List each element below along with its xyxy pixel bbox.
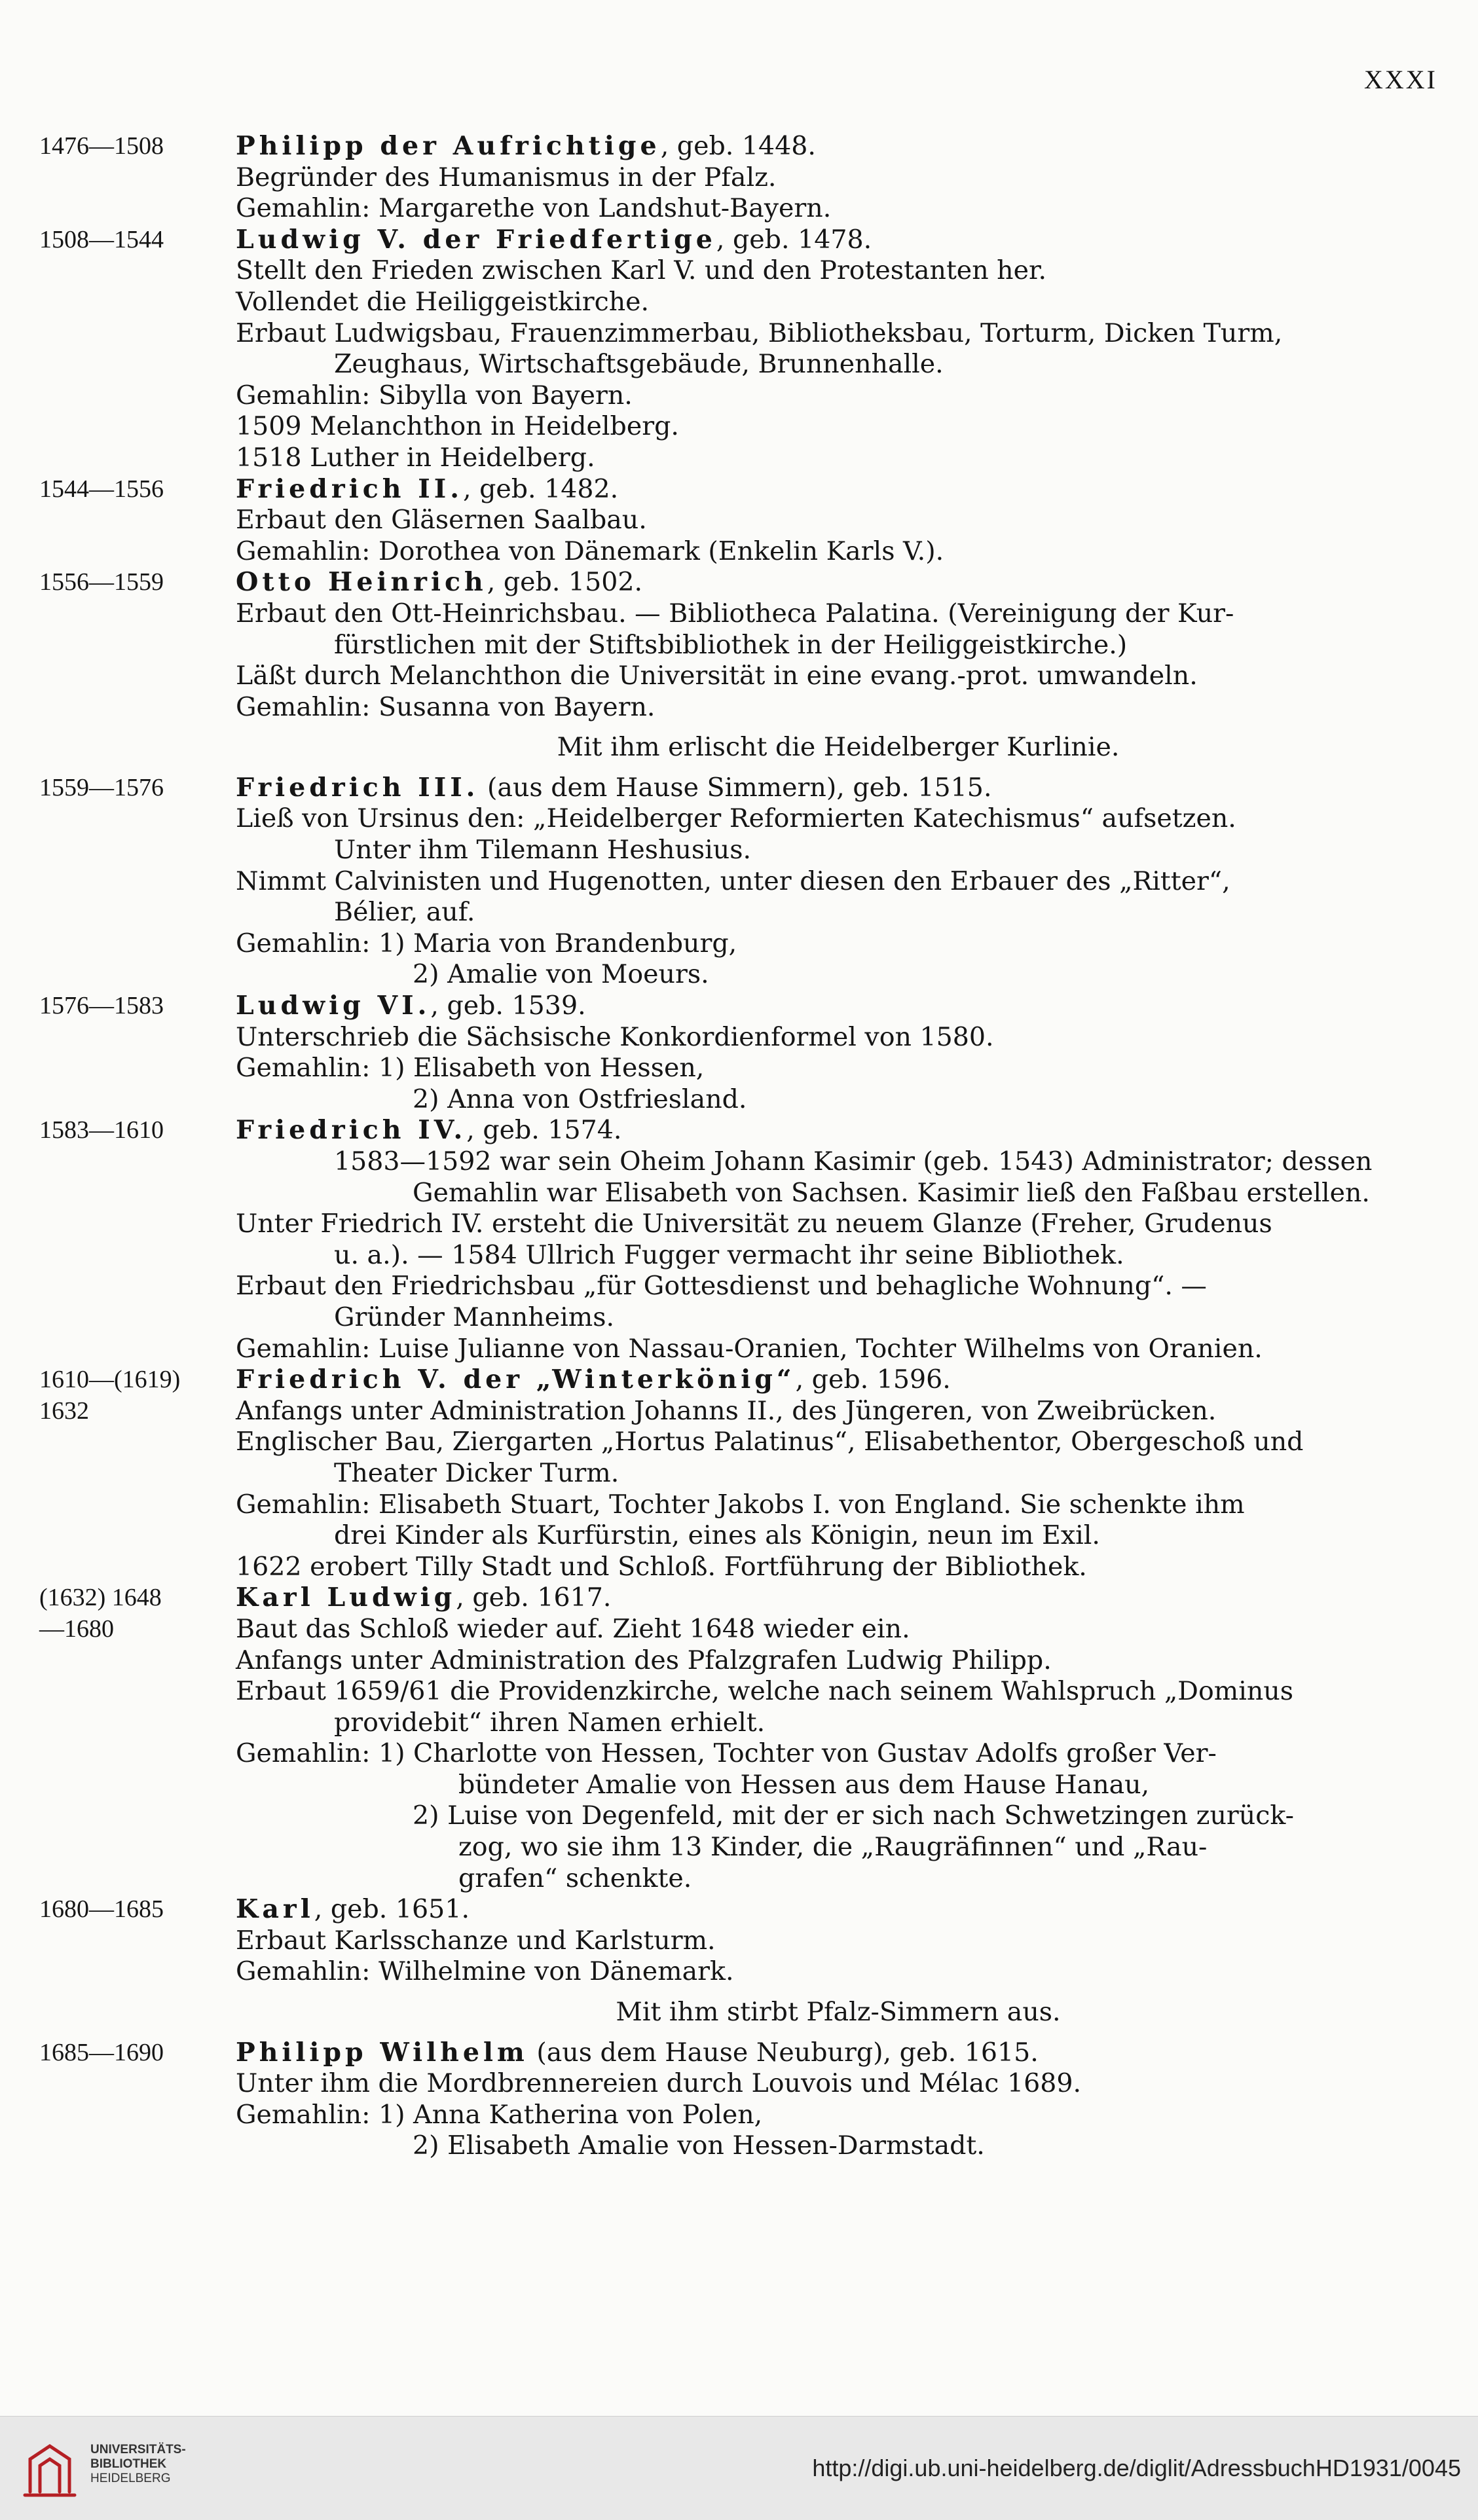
text-line: Begründer des Humanismus in der Pfalz. [236,162,777,192]
text-line: providebit“ ihren Namen erhielt. [334,1707,766,1738]
ruler-details [236,1894,1441,1988]
ruler-name: Friedrich II. [236,473,463,504]
ruler-entry [39,1364,1441,1582]
ruler-entry [39,1115,1441,1364]
ruler-details [236,991,1441,1115]
ruler-name: Philipp Wilhelm [236,2037,528,2068]
text-line: Baut das Schloß wieder auf. Zieht 1648 wieder ein. [236,1613,910,1644]
ruler-name: Friedrich IV. [236,1115,467,1146]
ruler-entry [39,474,1441,568]
ruler-birth: , geb. 1478. [716,224,872,255]
ruler-heading [236,225,1441,256]
ruler-birth: (aus dem Hause Neuburg), geb. 1615. [528,2037,1039,2068]
reign-dates: 1556—1559 [39,568,164,596]
text-line: Unterschrieb die Sächsische Konkordienformel von 1580. [236,1021,994,1052]
ruler-birth: , geb. 1574. [466,1115,622,1146]
entries-block-2 [39,773,1441,1988]
ruler-birth: , geb. 1596. [795,1364,951,1395]
text-line: Gemahlin: Wilhelmine von Dänemark. [236,1956,734,1987]
text-line: Englischer Bau, Ziergarten „Hortus Palatinus“, Elisabethentor, Obergeschoß und [236,1427,1304,1457]
text-line: Gemahlin: Dorothea von Dänemark (Enkelin Karls V.). [236,536,944,566]
ruler-name: Ludwig VI. [236,991,431,1021]
ruler-name: Karl [236,1894,314,1925]
ruler-heading [236,2037,1441,2069]
ruler-details [236,773,1441,991]
entries-block-3 [39,2037,1441,2162]
text-line: Erbaut Karlsschanze und Karlsturm. [236,1925,716,1956]
ruler-birth: , geb. 1617. [456,1582,612,1613]
ruler-entry [39,991,1441,1115]
text-line: 1622 erobert Tilly Stadt und Schloß. Fortführung der Bibliothek. [236,1551,1087,1582]
page-number: XXXI [1364,65,1437,94]
text-line: Gemahlin: Luise Julianne von Nassau-Oranien, Tochter Wilhelms von Oranien. [236,1333,1263,1364]
ruler-birth: , geb. 1539. [430,991,586,1021]
library-name-line-1: UNIVERSITÄTS- [90,2443,186,2456]
text-line: Erbaut den Gläsernen Saalbau. [236,505,647,536]
reign-dates: (1632) 1648 —1680 [39,1584,162,1643]
ruler-entry [39,225,1441,474]
text-line: Ließ von Ursinus den: „Heidelberger Reformierten Katechismus“ aufsetzen. [236,803,1236,834]
ruler-heading [236,1582,1441,1614]
text-line: Theater Dicker Turm. [334,1457,619,1488]
text-line: 1518 Luther in Heidelberg. [236,442,595,473]
library-footer [0,2416,1478,2520]
ruler-birth: , geb. 1482. [462,473,619,504]
text-line: Nimmt Calvinisten und Hugenotten, unter diesen den Erbauer des „Ritter“, [236,866,1230,896]
text-line: bündeter Amalie von Hessen aus dem Hause Hanau, [458,1769,1150,1800]
text-line: fürstlichen mit der Stiftsbibliothek in der Heiliggeistkirche.) [334,629,1128,660]
text-line: Gemahlin: 1) Charlotte von Hessen, Tochter von Gustav Adolfs großer Ver- [236,1738,1217,1769]
text-line: Gründer Mannheims. [334,1302,615,1332]
ruler-details [236,225,1441,474]
text-line: Gemahlin war Elisabeth von Sachsen. Kasimir ließ den Faßbau erstellen. [413,1177,1370,1208]
ruler-birth: , geb. 1502. [487,567,643,598]
text-line: 2) Elisabeth Amalie von Hessen-Darmstadt. [413,2130,985,2161]
ruler-birth: (aus dem Hause Simmern), geb. 1515. [479,772,992,803]
reign-dates: 1476—1508 [39,132,164,160]
text-line: Unter ihm die Mordbrennereien durch Louvois und Mélac 1689. [236,2068,1082,2099]
ruler-heading [236,1894,1441,1926]
ruler-heading [236,991,1441,1022]
ruler-name: Otto Heinrich [236,567,487,598]
text-line: Anfangs unter Administration Johanns II., des Jüngeren, von Zweibrücken. [236,1395,1217,1426]
text-line: 1509 Melanchthon in Heidelberg. [236,411,679,442]
text-line: Gemahlin: Elisabeth Stuart, Tochter Jakobs I. von England. Sie schenkte ihm [236,1489,1245,1520]
text-line: drei Kinder als Kurfürstin, eines als Königin, neun im Exil. [334,1520,1100,1551]
ruler-name: Philipp der Aufrichtige [236,131,661,161]
text-line: Läßt durch Melanchthon die Universität in eine evang.-prot. umwandeln. [236,661,1198,691]
library-name [90,2443,186,2486]
text-line: Gemahlin: Sibylla von Bayern. [236,380,633,411]
reign-dates: 1685—1690 [39,2038,164,2066]
reign-dates: 1559—1576 [39,773,164,801]
text-line: Gemahlin: 1) Anna Katherina von Polen, [236,2099,763,2130]
note-pfalz-simmern: Mit ihm stirbt Pfalz-Simmern aus. [616,1997,1061,2028]
ruler-details [236,567,1441,723]
ruler-name: Karl Ludwig [236,1582,456,1613]
entries-block-1 [39,131,1441,723]
ruler-details [236,131,1441,225]
text-line: Erbaut den Friedrichsbau „für Gottesdienst und behagliche Wohnung“. — [236,1271,1207,1302]
ruler-name: Friedrich III. [236,772,479,803]
text-line: Anfangs unter Administration des Pfalzgrafen Ludwig Philipp. [236,1645,1052,1675]
ruler-name: Ludwig V. der Friedfertige [236,224,716,255]
ruler-details [236,1364,1441,1582]
text-line: u. a.). — 1584 Ullrich Fugger vermacht ihr seine Bibliothek. [334,1239,1124,1270]
reign-dates: 1583—1610 [39,1116,164,1144]
source-url-link[interactable]: http://digi.ub.uni-heidelberg.de/diglit/AdressbuchHD1931/0045 [812,2455,1461,2481]
text-line: Zeughaus, Wirtschaftsgebäude, Brunnenhalle. [334,349,944,380]
document-body [39,131,1441,2162]
reign-dates: 1544—1556 [39,475,164,503]
ruler-details [236,474,1441,568]
ruler-details [236,1582,1441,1894]
text-line: Unter Friedrich IV. ersteht die Universität zu neuem Glanze (Freher, Grudenus [236,1209,1272,1239]
text-line: Unter ihm Tilemann Heshusius. [334,835,752,866]
ruler-entry [39,1894,1441,1988]
ruler-heading [236,131,1441,162]
ruler-heading [236,1115,1441,1146]
ruler-heading [236,773,1441,804]
text-line: Erbaut Ludwigsbau, Frauenzimmerbau, Bibliotheksbau, Torturm, Dicken Turm, [236,318,1283,348]
text-line: Bélier, auf. [334,897,475,928]
ruler-entry [39,2037,1441,2162]
text-line: 1583—1592 war sein Oheim Johann Kasimir (geb. 1543) Administrator; dessen [334,1146,1373,1177]
text-line: Stellt den Frieden zwischen Karl V. und den Protestanten her. [236,255,1047,286]
text-line: Gemahlin: 1) Maria von Brandenburg, [236,928,737,959]
text-line: Erbaut den Ott-Heinrichsbau. — Bibliotheca Palatina. (Vereinigung der Kur- [236,598,1234,629]
text-line: Vollendet die Heiliggeistkirche. [236,286,650,317]
reign-dates: 1576—1583 [39,992,164,1020]
ruler-birth: , geb. 1651. [314,1894,470,1925]
ruler-heading [236,567,1441,598]
library-name-line-2: BIBLIOTHEK [90,2457,167,2471]
library-logo-icon [17,2436,83,2502]
reign-dates: 1610—(1619) 1632 [39,1366,181,1425]
text-line: Gemahlin: Susanna von Bayern. [236,691,656,722]
text-line: 2) Luise von Degenfeld, mit der er sich nach Schwetzingen zurück- [413,1800,1294,1831]
ruler-entry [39,1582,1441,1894]
ruler-heading [236,474,1441,505]
library-name-line-3: HEIDELBERG [90,2472,171,2485]
text-line: grafen“ schenkte. [458,1863,692,1893]
text-line: 2) Anna von Ostfriesland. [413,1084,747,1114]
reign-dates: 1680—1685 [39,1895,164,1924]
text-line: zog, wo sie ihm 13 Kinder, die „Raugräfinnen“ und „Rau- [458,1832,1208,1863]
text-line: Gemahlin: 1) Elisabeth von Hessen, [236,1053,705,1084]
text-line: 2) Amalie von Moeurs. [413,959,709,990]
ruler-entry [39,131,1441,225]
ruler-details [236,2037,1441,2162]
ruler-birth: , geb. 1448. [660,131,816,161]
text-line: Gemahlin: Margarethe von Landshut-Bayern. [236,193,832,224]
text-line: Erbaut 1659/61 die Providenzkirche, welche nach seinem Wahlspruch „Dominus [236,1676,1293,1707]
ruler-name: Friedrich V. der „Winterkönig“ [236,1364,796,1395]
ruler-details [236,1115,1441,1364]
ruler-entry [39,773,1441,991]
ruler-entry [39,567,1441,723]
note-heidelberger-kurlinie: Mit ihm erlischt die Heidelberger Kurlinie. [557,732,1120,763]
reign-dates: 1508—1544 [39,225,164,253]
ruler-heading [236,1364,1441,1396]
